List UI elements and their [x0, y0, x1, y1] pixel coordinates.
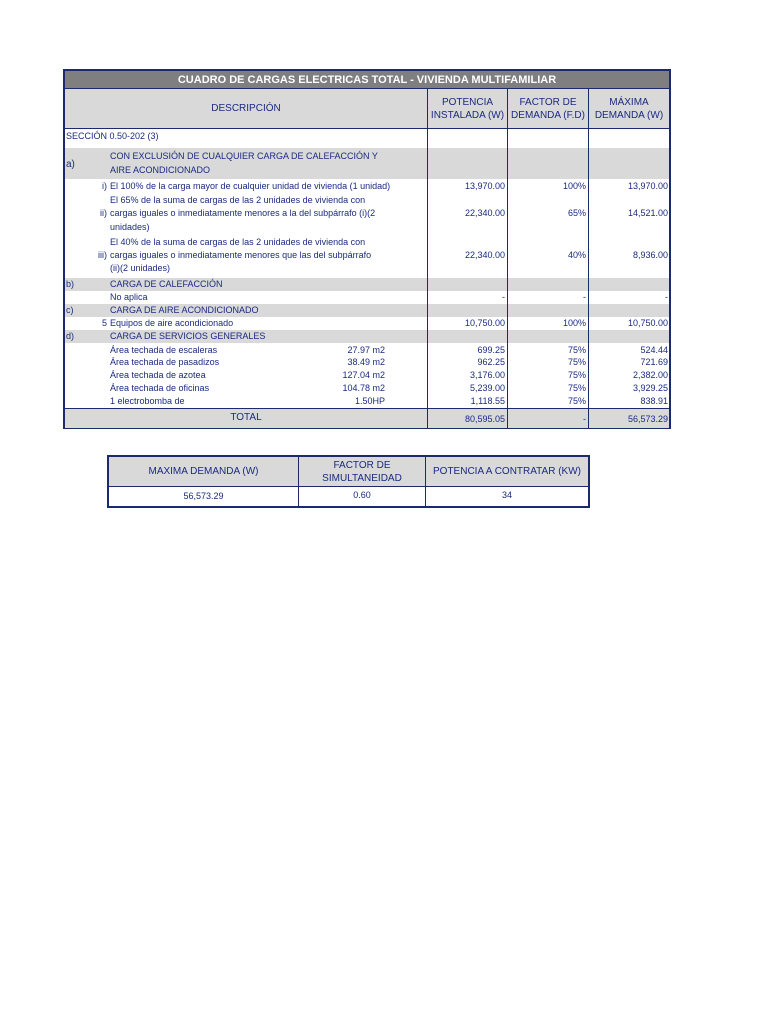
summary-potencia-value: 34: [501, 490, 512, 500]
rule: [65, 408, 669, 409]
group-a-title: CON EXCLUSIÓN DE CUALQUIER CARGA DE CALEFACCIÓN Y: [110, 151, 378, 161]
summary-header-max: MAXIMA DEMANDA (W): [109, 457, 298, 486]
rule: [65, 128, 669, 129]
item-description: cargas iguales o inmediatamente menores a la del subpárrafo (i)(2: [110, 208, 376, 218]
item-description: Área techada de oficinas: [110, 383, 210, 393]
demanda-cell: 524.44: [640, 345, 668, 355]
potencia-cell: -: [502, 292, 505, 302]
item-description: Equipos de aire acondicionado: [110, 318, 234, 328]
group-c-label: c): [66, 305, 74, 315]
table-title: CUADRO DE CARGAS ELECTRICAS TOTAL - VIVIENDA MULTIFAMILIAR: [65, 71, 669, 89]
demanda-cell: 10,750.00: [627, 318, 668, 328]
demanda-cell: 3,929.25: [632, 383, 668, 393]
item-number: 5: [101, 318, 107, 328]
item-description: No aplica: [110, 292, 148, 302]
item-description: cargas iguales o inmediatamente menores que las del subpárrafo: [110, 250, 372, 260]
header-potencia: POTENCIA INSTALADA (W): [428, 89, 507, 128]
potencia-cell: 962.25: [477, 357, 505, 367]
item-quantity: 38.49 m2: [347, 357, 385, 367]
summary-header-factor: FACTOR DE SIMULTANEIDAD: [299, 457, 425, 486]
total-factor: -: [583, 414, 586, 424]
item-description: Área techada de azotea: [110, 370, 206, 380]
summary-factor-value: 0.60: [353, 490, 371, 500]
group-b-label: b): [66, 279, 75, 289]
header-factor: FACTOR DE DEMANDA (F.D): [508, 89, 588, 128]
factor-cell: 75%: [567, 357, 586, 367]
item-description: El 40% de la suma de cargas de las 2 unidades de vivienda con: [110, 237, 366, 247]
demanda-cell: 721.69: [640, 357, 668, 367]
section-label: SECCIÓN 0.50-202 (3): [66, 131, 159, 141]
item-description: 1 electrobomba de: [110, 396, 185, 406]
group-b-title: CARGA DE CALEFACCIÓN: [110, 279, 223, 289]
item-number: i): [102, 181, 107, 191]
item-description: El 100% de la carga mayor de cualquier unidad de vivienda (1 unidad): [110, 181, 391, 191]
demanda-cell: 13,970.00: [627, 181, 668, 191]
factor-cell: 65%: [567, 208, 586, 218]
group-d-title: CARGA DE SERVICIOS GENERALES: [110, 331, 266, 341]
total-demanda: 56,573.29: [627, 414, 668, 424]
factor-cell: 100%: [562, 181, 586, 191]
item-quantity: 1.50HP: [354, 396, 385, 406]
summary-header-potencia: POTENCIA A CONTRATAR (KW): [426, 457, 588, 486]
col-divider: [427, 88, 428, 428]
group-c-title: CARGA DE AIRE ACONDICIONADO: [110, 305, 259, 315]
group-a-title: AIRE ACONDICIONADO: [110, 165, 211, 175]
factor-cell: 75%: [567, 383, 586, 393]
col-divider: [588, 88, 589, 428]
item-description: El 65% de la suma de cargas de las 2 unidades de vivienda con: [110, 195, 366, 205]
factor-cell: 75%: [567, 370, 586, 380]
item-number: iii): [98, 250, 107, 260]
potencia-cell: 5,239.00: [469, 383, 505, 393]
item-quantity: 127.04 m2: [342, 370, 385, 380]
factor-cell: 75%: [567, 396, 586, 406]
demanda-cell: 8,936.00: [632, 250, 668, 260]
potencia-cell: 13,970.00: [464, 181, 505, 191]
rule: [109, 486, 588, 487]
header-descripcion: DESCRIPCIÓN: [65, 89, 427, 128]
header-maxima: MÁXIMA DEMANDA (W): [589, 89, 669, 128]
potencia-cell: 1,118.55: [470, 396, 505, 406]
item-description: unidades): [110, 222, 150, 232]
potencia-cell: 699.25: [477, 345, 505, 355]
demanda-cell: 838.91: [640, 396, 668, 406]
item-description: Área techada de pasadizos: [110, 357, 220, 367]
total-label: TOTAL: [230, 412, 262, 423]
demanda-cell: -: [665, 292, 668, 302]
demanda-cell: 2,382.00: [632, 370, 668, 380]
factor-cell: 75%: [567, 345, 586, 355]
potencia-cell: 22,340.00: [464, 208, 505, 218]
rule: [65, 88, 669, 89]
summary-max-value: 56,573.29: [183, 491, 224, 501]
item-description: (ii)(2 unidades): [110, 263, 171, 273]
group-a-label: a): [66, 159, 75, 170]
factor-cell: 40%: [567, 250, 586, 260]
potencia-cell: 10,750.00: [464, 318, 505, 328]
item-number: ii): [100, 208, 107, 218]
factor-cell: 100%: [562, 318, 586, 328]
demanda-cell: 14,521.00: [627, 208, 668, 218]
item-quantity: 104.78 m2: [342, 383, 385, 393]
potencia-cell: 3,176.00: [469, 370, 505, 380]
factor-cell: -: [583, 292, 586, 302]
item-description: Área techada de escaleras: [110, 345, 218, 355]
col-divider: [507, 88, 508, 428]
total-potencia: 80,595.05: [464, 414, 505, 424]
potencia-cell: 22,340.00: [464, 250, 505, 260]
item-quantity: 27.97 m2: [347, 345, 385, 355]
group-d-label: d): [66, 331, 75, 341]
